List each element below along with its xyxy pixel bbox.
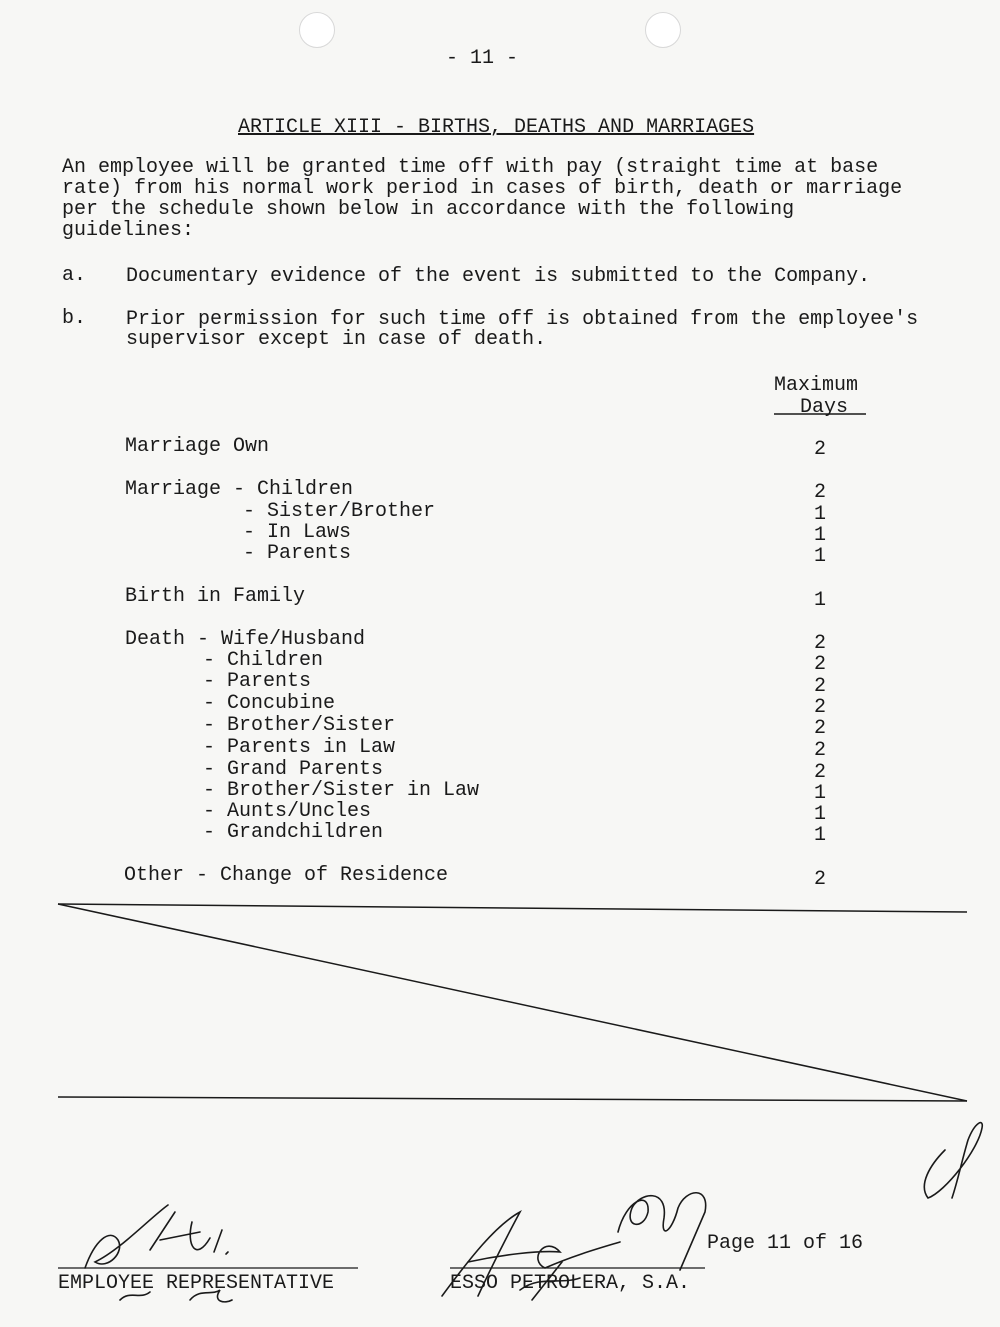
schedule-label: - Parents in Law [203,736,396,759]
handwritten-initials [924,1123,982,1198]
schedule-label: - Children [203,649,324,672]
guideline-text: Documentary evidence of the event is submitted to the Company. [126,265,871,288]
page-number: - 11 - [446,47,519,70]
schedule-days: 1 [813,503,826,526]
schedule-days: 2 [813,675,826,698]
schedule-days: 2 [813,438,826,461]
schedule-label: - Brother/Sister [203,714,396,737]
schedule-label: Marriage Own [125,435,270,458]
schedule-label: - Sister/Brother [243,500,436,523]
schedule-days: 1 [813,782,826,805]
schedule-days: 2 [813,717,826,740]
guideline-text: Prior permission for such time off is obtained from the employee's [126,308,919,331]
cancel-line-top [58,904,967,912]
schedule-label: - Parents [243,542,352,565]
signature-label-company: ESSO PETROLERA, S.A. [450,1272,691,1295]
schedule-label: - Concubine [203,692,336,715]
schedule-label: - Brother/Sister in Law [203,779,480,802]
guideline-marker: b. [62,307,87,330]
intro-line: guidelines: [62,219,195,242]
schedule-days: 1 [813,589,826,612]
intro-line: rate) from his normal work period in cases of birth, death or marriage [62,177,903,200]
schedule-days: 2 [813,761,826,784]
schedule-label: - Grandchildren [203,821,384,844]
schedule-days: 2 [813,653,826,676]
schedule-days: 1 [813,545,826,568]
guideline-marker: a. [62,264,87,287]
guideline-text: supervisor except in case of death. [126,328,547,351]
schedule-days: 1 [813,803,826,826]
intro-line: per the schedule shown below in accordance with the following [62,198,795,221]
schedule-days: 2 [813,868,826,891]
article-heading: ARTICLE XIII - BIRTHS, DEATHS AND MARRIAGES [238,116,755,139]
schedule-days: 1 [813,824,826,847]
schedule-label: Birth in Family [125,585,306,608]
schedule-days: 2 [813,739,826,762]
intro-line: An employee will be granted time off with pay (straight time at base [62,156,879,179]
schedule-label: - In Laws [243,521,352,544]
cancel-line-bottom [58,1097,967,1101]
page-footer: Page 11 of 16 [707,1232,864,1255]
cancel-line-diagonal [58,904,967,1101]
schedule-days: 2 [813,481,826,504]
column-header-maximum: Maximum [774,374,859,397]
signature-label-employee: EMPLOYEE REPRESENTATIVE [58,1272,335,1295]
schedule-label: Marriage - Children [125,478,354,501]
schedule-label: - Aunts/Uncles [203,800,372,823]
schedule-days: 2 [813,632,826,655]
schedule-label: - Grand Parents [203,758,384,781]
column-header-days: Days [800,396,849,419]
schedule-label: Other - Change of Residence [124,864,449,887]
schedule-days: 1 [813,524,826,547]
schedule-label: - Parents [203,670,312,693]
schedule-days: 2 [813,696,826,719]
schedule-label: Death - Wife/Husband [125,628,366,651]
